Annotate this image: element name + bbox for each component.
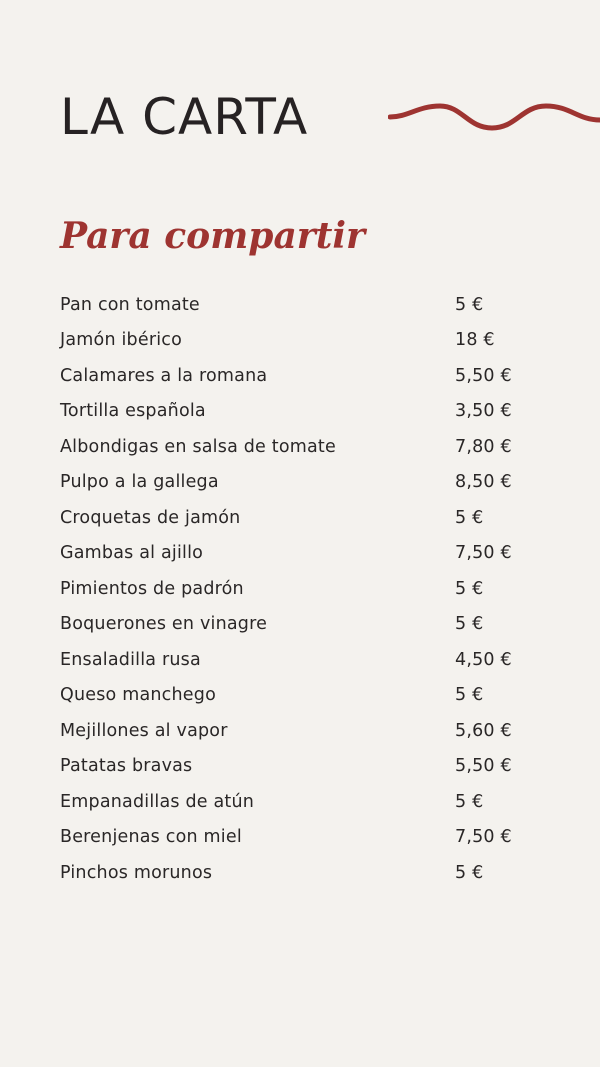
menu-item: [60, 358, 540, 394]
menu-item-name: Tortilla española: [60, 401, 206, 422]
menu-item-price: 5,50 €: [455, 756, 512, 777]
menu-item-price: 5 €: [455, 294, 484, 315]
menu-item-name: Pan con tomate: [60, 294, 200, 315]
menu-list: [60, 287, 540, 891]
menu-item-price: 5 €: [455, 862, 484, 883]
menu-item: [60, 642, 540, 678]
menu-item: [60, 678, 540, 714]
menu-item-name: Albondigas en salsa de tomate: [60, 436, 336, 457]
menu-item: [60, 287, 540, 323]
decorative-wave-line: [388, 100, 600, 134]
menu-item-name: Pimientos de padrón: [60, 578, 244, 599]
menu-item-price: 5 €: [455, 507, 484, 528]
menu-item: [60, 820, 540, 856]
menu-item: [60, 536, 540, 572]
menu-item-price: 7,50 €: [455, 827, 512, 848]
menu-item-name: Croquetas de jamón: [60, 507, 241, 528]
menu-item-price: 5 €: [455, 578, 484, 599]
menu-item-name: Ensaladilla rusa: [60, 649, 201, 670]
menu-item: [60, 749, 540, 785]
menu-item-price: 3,50 €: [455, 401, 512, 422]
menu-item: [60, 571, 540, 607]
page-title: LA CARTA: [60, 88, 309, 146]
menu-item-price: 5,50 €: [455, 365, 512, 386]
menu-item: [60, 323, 540, 359]
menu-item: [60, 784, 540, 820]
menu-item: [60, 855, 540, 891]
menu-item-name: Mejillones al vapor: [60, 720, 228, 741]
menu-item-price: 8,50 €: [455, 472, 512, 493]
menu-item-name: Empanadillas de atún: [60, 791, 255, 812]
section-title: Para compartir: [60, 215, 366, 257]
menu-item-price: 5 €: [455, 685, 484, 706]
menu-item-price: 4,50 €: [455, 649, 512, 670]
menu-item-price: 5,60 €: [455, 720, 512, 741]
menu-item-price: 5 €: [455, 791, 484, 812]
menu-item-name: Pinchos morunos: [60, 862, 213, 883]
menu-item-name: Berenjenas con miel: [60, 827, 242, 848]
menu-item: [60, 394, 540, 430]
menu-item-price: 7,50 €: [455, 543, 512, 564]
menu-item-price: 7,80 €: [455, 436, 512, 457]
menu-item-name: Patatas bravas: [60, 756, 193, 777]
menu-item-price: 5 €: [455, 614, 484, 635]
menu-item-name: Pulpo a la gallega: [60, 472, 219, 493]
menu-item: [60, 607, 540, 643]
menu-item: [60, 465, 540, 501]
menu-item-name: Boquerones en vinagre: [60, 614, 268, 635]
menu-item-name: Jamón ibérico: [60, 330, 183, 351]
menu-item: [60, 500, 540, 536]
menu-item: [60, 429, 540, 465]
menu-item-name: Calamares a la romana: [60, 365, 268, 386]
menu-item-name: Queso manchego: [60, 685, 216, 706]
menu-item: [60, 713, 540, 749]
menu-item-name: Gambas al ajillo: [60, 543, 204, 564]
menu-item-price: 18 €: [455, 330, 495, 351]
